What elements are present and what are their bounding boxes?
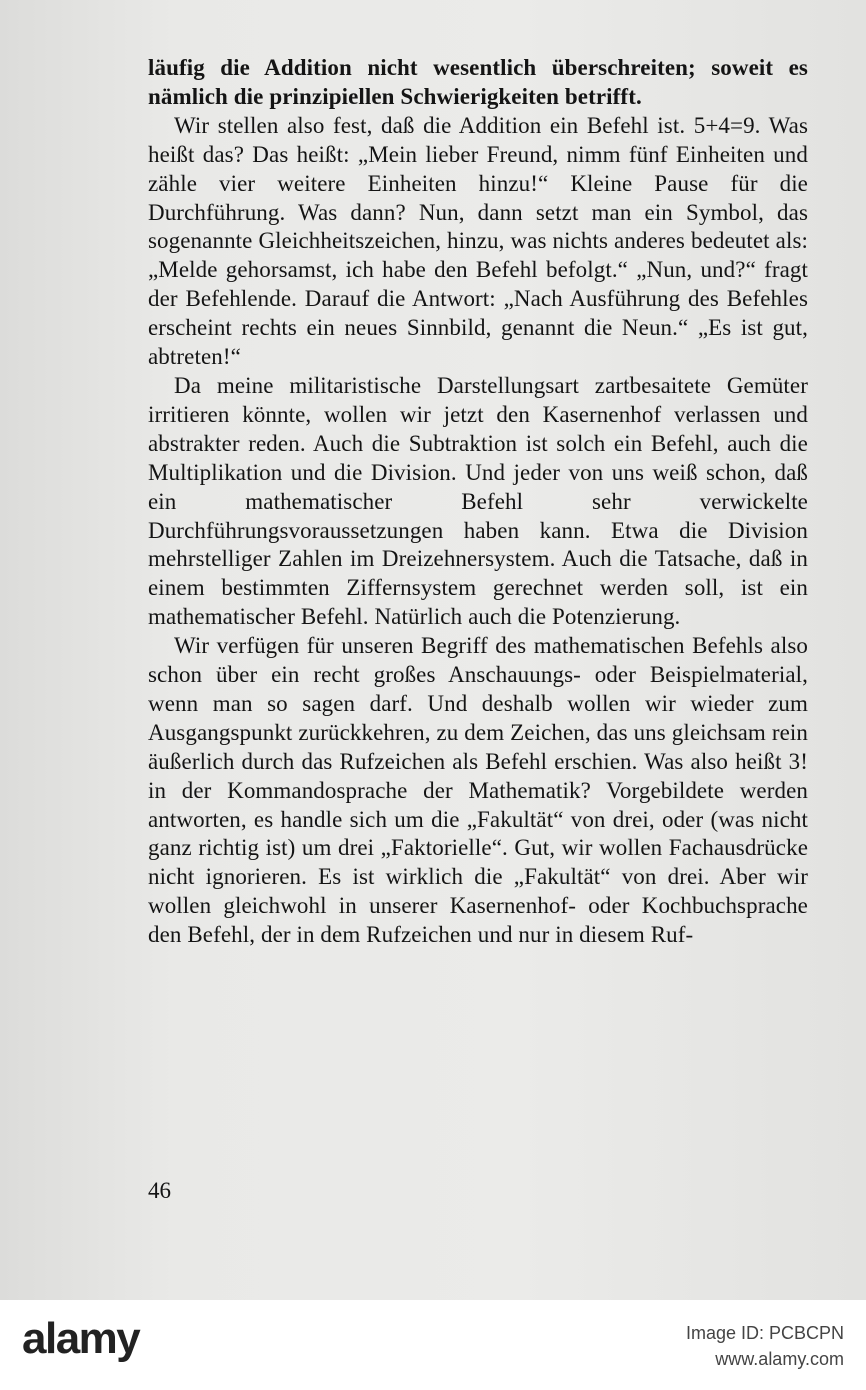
stock-footer-bar	[0, 1300, 866, 1390]
image-meta	[686, 1320, 844, 1372]
paragraph: Da meine militaristische Darstellungsart zartbesaitete Gemüter irritieren könnte, wollen wir jetzt den Kasernenhof verlassen und abstrakter reden. Auch die Subtraktion ist solch ein Befehl, auch die Multiplikation und die Division. Und jeder von uns weiß schon, daß ein mathematischer Befehl sehr verwickelte Durchführungsvoraussetzungen haben kann. Etwa die Division mehrstelliger Zahlen im Dreizehnersystem. Auch die Tatsache, daß in einem bestimmten Ziffernsystem gerechnet werden soll, ist ein mathematischer Befehl. Natürlich auch die Potenzierung.	[148, 372, 808, 630]
body-text	[148, 54, 808, 950]
image-id-label: Image ID: PCBCPN	[685, 1323, 844, 1343]
paragraph: Wir stellen also fest, daß die Addition ein Befehl ist. 5+4=9. Was heißt das? Das heißt: „Mein lieber Freund, nimm fünf Einheiten und zähle vier weitere Einheiten hinzu!“ Kleine Pause für die Durchführung. Was dann? Nun, dann setzt man ein Symbol, das sogenannte Gleichheitszeichen, hinzu, was nichts anderes bedeutet als: „Melde gehorsamst, ich habe den Befehl befolgt.“ „Nun, und?“ fragt der Befehlende. Darauf die Antwort: „Nach Ausführung des Befehles erscheint rechts ein neues Sinnbild, genannt die Neun.“ „Es ist gut, abtreten!“	[148, 112, 808, 370]
page-number: 46	[148, 1178, 171, 1203]
site-url: www.alamy.com	[715, 1349, 844, 1369]
alamy-logo: alamy	[22, 1314, 140, 1363]
watermark-strip	[0, 0, 866, 10]
paragraph: läufig die Addition nicht wesentlich überschreiten; soweit es nämlich die prinzipiellen Schwierigkeiten betrifft.	[148, 55, 808, 109]
paragraph: Wir verfügen für unseren Begriff des mathematischen Befehls also schon über ein recht großes Anschauungs- oder Beispielmaterial, wenn man so sagen darf. Und deshalb wollen wir wieder zum Ausgangspunkt zurückkehren, zu dem Zeichen, das uns gleichsam rein äußerlich durch das Rufzeichen als Befehl erschien. Was also heißt 3! in der Kommandosprache der Mathematik? Vorgebildete werden antworten, es handle sich um die „Fakultät“ von drei, oder (was nicht ganz richtig ist) um drei „Faktorielle“. Gut, wir wollen Fachausdrücke nicht ignorieren. Es ist wirklich die „Fakultät“ von drei. Aber wir wollen gleichwohl in unserer Kasernenhof- oder Kochbuchsprache den Befehl, der in dem Rufzeichen und nur in diesem Ruf-	[148, 633, 808, 948]
